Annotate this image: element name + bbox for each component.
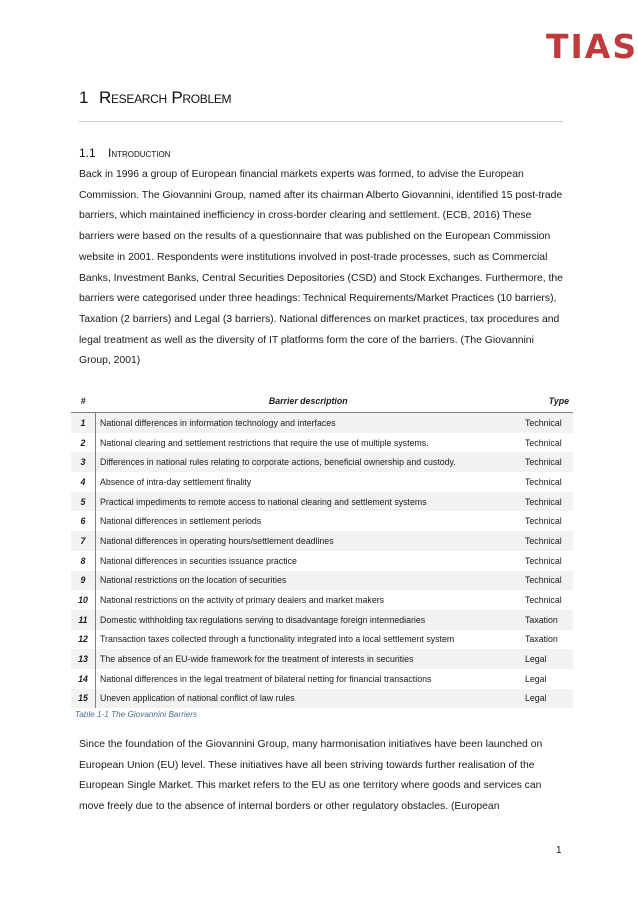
barrier-type: Legal [521,689,573,709]
barrier-description: National restrictions on the location of securities [96,571,522,591]
table-row [71,551,573,571]
barrier-type: Technical [525,476,562,487]
table-row [71,413,573,433]
barrier-type: Technical [521,531,573,551]
barrier-description: National differences in the legal treatment of bilateral netting for financial transactions [100,673,432,684]
table-header-row [71,390,573,413]
header-num: # [71,390,96,413]
header-description: Barrier description [96,390,522,413]
barrier-number: 2 [71,433,96,453]
table-row [71,571,573,591]
barrier-number: 13 [71,649,96,669]
barrier-type: Legal [525,673,547,684]
barrier-type: Technical [525,516,562,527]
barrier-type: Legal [521,649,573,669]
barrier-description: Transaction taxes collected through a functionality integrated into a local settlement system [100,634,455,645]
barrier-type: Technical [521,492,573,512]
barrier-type: Taxation [525,634,558,645]
barrier-type: Technical [521,571,573,591]
giovannini-barriers-table [71,390,573,708]
barrier-number: 8 [71,551,96,571]
barrier-description: Differences in national rules relating to corporate actions, beneficial ownership and custody. [96,452,522,472]
barrier-type: Technical [521,452,573,472]
barrier-number: 12 [71,630,96,650]
table-row [71,630,573,650]
barrier-number: 11 [71,610,96,630]
table-row [71,590,573,610]
barrier-number: 7 [71,531,96,551]
barrier-number: 6 [71,511,96,531]
barrier-number: 3 [71,452,96,472]
barrier-number: 9 [71,571,96,591]
barrier-type: Technical [525,595,562,606]
heading-divider [79,121,563,122]
subsection-number: 1.1 [79,146,96,160]
barrier-number: 15 [71,689,96,709]
barrier-type: Taxation [521,610,573,630]
barrier-description: National clearing and settlement restrictions that require the use of multiple systems. [100,437,429,448]
barrier-number: 4 [71,472,96,492]
table-caption: Table 1-1 The Giovannini Barriers [75,710,198,719]
table-row [71,433,573,453]
subsection-title: Introduction [108,146,171,160]
table-row [71,452,573,472]
table-row [71,669,573,689]
section-heading [79,88,231,108]
table-row [71,610,573,630]
barrier-type: Technical [521,413,573,433]
page-number: 1 [556,845,562,856]
barrier-number: 1 [71,413,96,433]
table-row [71,472,573,492]
barrier-number: 14 [71,669,96,689]
subsection-heading [79,146,170,160]
section-number: 1 [79,88,89,107]
tias-logo: TIAS [546,27,638,66]
barrier-description: National differences in operating hours/settlement deadlines [96,531,522,551]
table-row [71,649,573,669]
table-body [71,413,573,709]
followup-paragraph: Since the foundation of the Giovannini Group, many harmonisation initiatives have been launched on European Union (EU) level. These initiatives have all been striving towards further realisation of the European Single Market. This market refers to the EU as one territory where goods and services can move freely due to the absence of internal borders or other regulatory obstacles. (European [79,739,543,813]
barrier-number: 5 [71,492,96,512]
barrier-description: National differences in settlement periods [100,516,262,527]
table-row [71,531,573,551]
barrier-description: Domestic withholding tax regulations serving to disadvantage foreign intermediaries [96,610,522,630]
barrier-description: National differences in securities issuance practice [100,555,297,566]
intro-paragraph: Back in 1996 a group of European financial markets experts was formed, to advise the European Commission. The Giovannini Group, named after its chairman Alberto Giovannini, identified 15 post-trade barriers, which maintained inefficiency in cross-border clearing and settlement. (ECB, 2016) These barriers were based on the results of a questionnaire that was published on the European Commission website in 2001. Respondents were institutions involved in post-trade processes, such as Commercial Banks, Investment Banks, Central Securities Depositories (CSD) and Stock Exchanges. Furthermore, the barriers were categorised under three headings: Technical Requirements/Market Practices (10 barriers), Taxation (2 barriers) and Legal (3 barriers). National differences on market practices, tax procedures and legal treatment as well as the diversity of IT platforms form the core of the barriers. (The Giovannini Group, 2001) [79,169,563,367]
barrier-description: Uneven application of national conflict of law rules [96,689,522,709]
barrier-description: The absence of an EU-wide framework for the treatment of interests in securities [96,649,522,669]
section-title: Research Problem [99,88,232,107]
table-row [71,511,573,531]
header-type: Type [521,390,573,413]
table-row [71,492,573,512]
barrier-description: Practical impediments to remote access to national clearing and settlement systems [96,492,522,512]
barrier-description: National restrictions on the activity of primary dealers and market makers [100,595,385,606]
barrier-description: Absence of intra-day settlement finality [100,476,252,487]
barrier-type: Technical [525,437,562,448]
table-row [71,689,573,709]
barrier-description: National differences in information technology and interfaces [96,413,522,433]
barrier-number: 10 [71,590,96,610]
barrier-type: Technical [525,555,562,566]
